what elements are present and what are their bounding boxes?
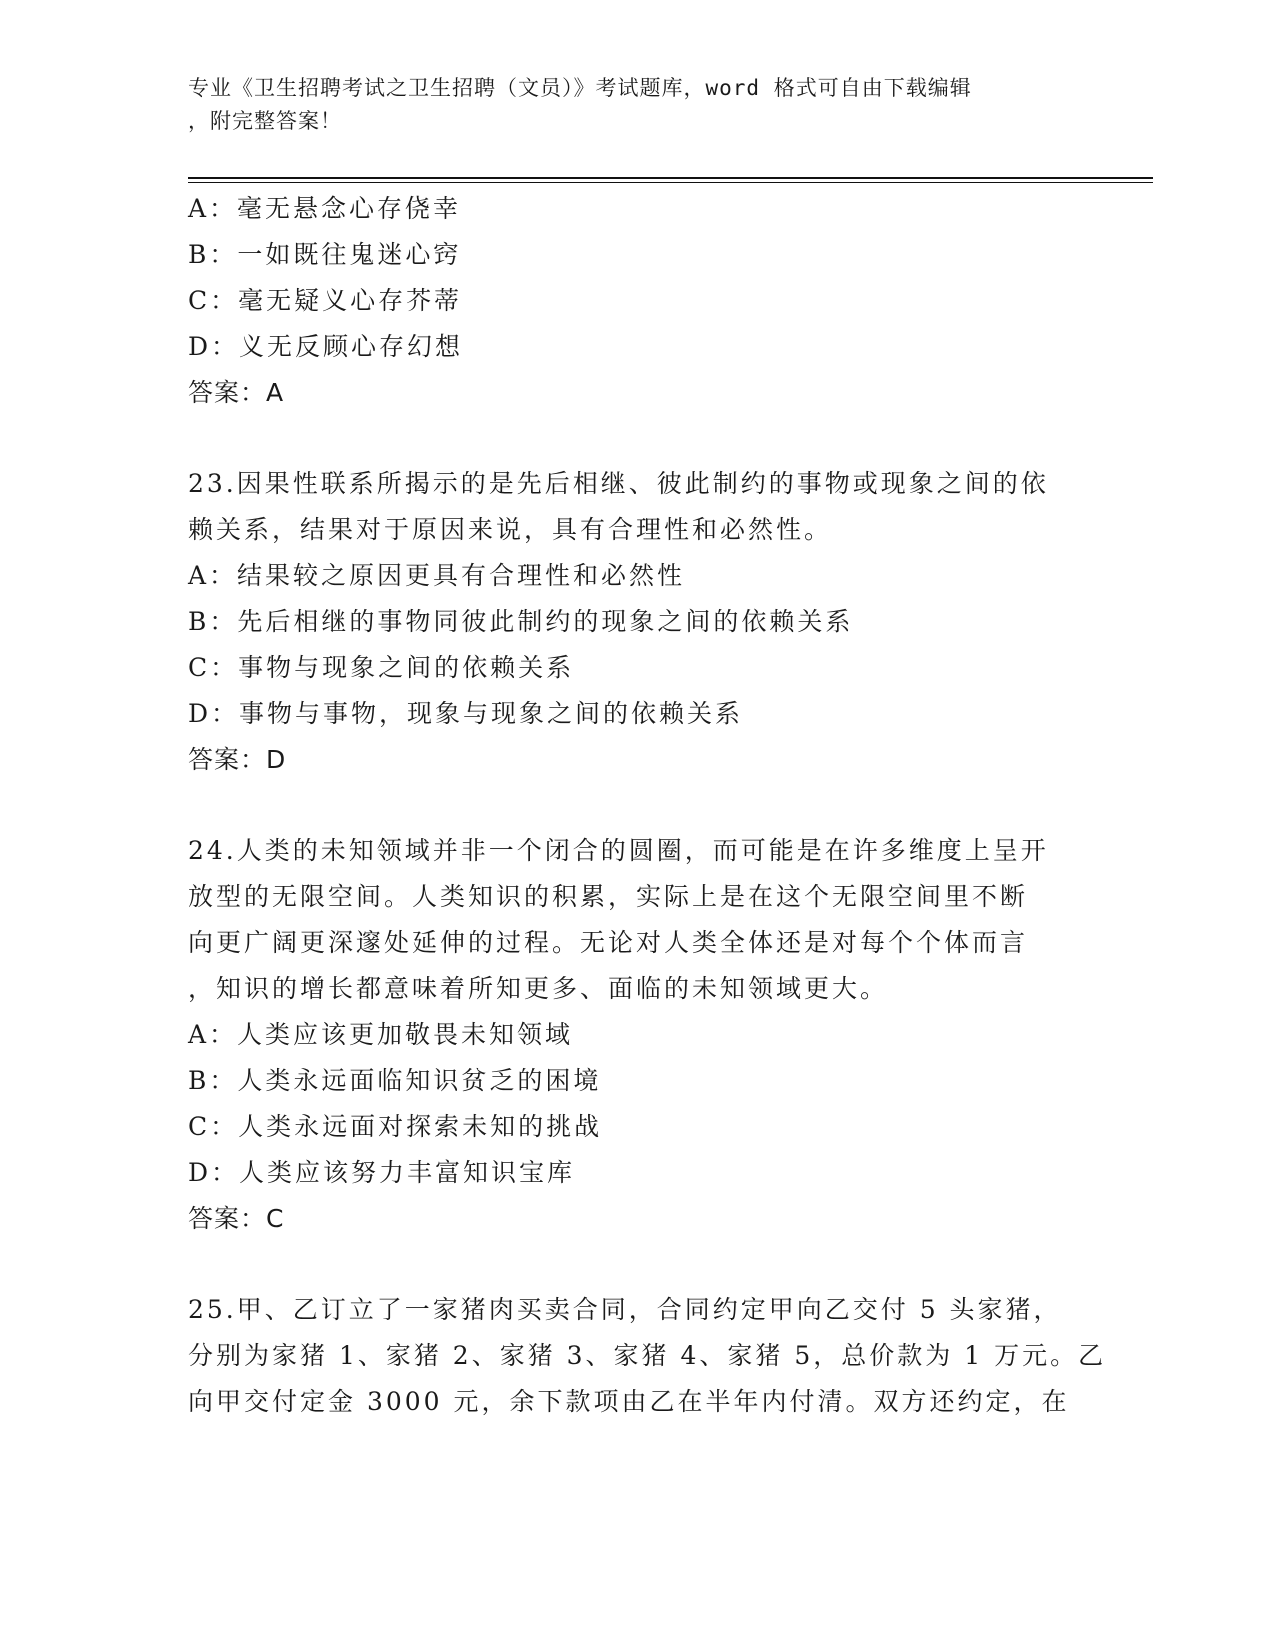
option-d: D：事物与事物，现象与现象之间的依赖关系 (188, 699, 744, 728)
question-stem-line: 放型的无限空间。人类知识的积累，实际上是在这个无限空间里不断 (188, 882, 1029, 911)
header-line-2: ，附完整答案！ (188, 109, 342, 133)
option-a: A：结果较之原因更具有合理性和必然性 (188, 561, 686, 590)
question-stem-line: 分别为家猪 1、家猪 2、家猪 3、家猪 4、家猪 5，总价款为 1 万元。乙 (188, 1341, 1107, 1370)
header-rule-thin (188, 182, 1153, 183)
question-stem-line: 25.甲、乙订立了一家猪肉买卖合同，合同约定甲向乙交付 5 头家猪， (188, 1295, 1062, 1324)
question-spacer (188, 416, 1088, 461)
option-d: D：人类应该努力丰富知识宝库 (188, 1158, 576, 1187)
question-stem-line: 向甲交付定金 3000 元，余下款项由乙在半年内付清。双方还约定，在 (188, 1387, 1070, 1416)
option-a: A：人类应该更加敬畏未知领域 (188, 1020, 574, 1049)
question-stem-line: 23.因果性联系所揭示的是先后相继、彼此制约的事物或现象之间的依 (188, 469, 1049, 498)
header-line-1: 专业《卫生招聘考试之卫生招聘（文员）》考试题库，word 格式可自由下载编辑 (188, 76, 972, 100)
question-spacer (188, 783, 1088, 828)
question-spacer (188, 1242, 1088, 1287)
document-body (188, 186, 1107, 1425)
option-b: B：一如既往鬼迷心窍 (188, 240, 462, 269)
answer-line: 答案：C (188, 1204, 285, 1233)
option-a: A：毫无悬念心存侥幸 (188, 194, 462, 223)
header-rule-thick (188, 177, 1153, 179)
option-d: D：义无反顾心存幻想 (188, 332, 464, 361)
document-header (188, 72, 1068, 138)
option-b: B：先后相继的事物同彼此制约的现象之间的依赖关系 (188, 607, 854, 636)
option-c: C：毫无疑义心存芥蒂 (188, 286, 463, 315)
option-c: C：人类永远面对探索未知的挑战 (188, 1112, 603, 1141)
question-25 (188, 1287, 1107, 1425)
question-stem-line: 24.人类的未知领域并非一个闭合的圆圈，而可能是在许多维度上呈开 (188, 836, 1049, 865)
question-22 (188, 186, 1088, 416)
answer-line: 答案：A (188, 378, 285, 407)
option-c: C：事物与现象之间的依赖关系 (188, 653, 575, 682)
question-24 (188, 828, 1088, 1242)
question-stem-line: ，知识的增长都意味着所知更多、面临的未知领域更大。 (188, 974, 889, 1003)
question-23 (188, 461, 1088, 783)
question-stem-line: 向更广阔更深邃处延伸的过程。无论对人类全体还是对每个个体而言 (188, 928, 1029, 957)
question-stem-line: 赖关系，结果对于原因来说，具有合理性和必然性。 (188, 515, 833, 544)
option-b: B：人类永远面临知识贫乏的困境 (188, 1066, 602, 1095)
answer-line: 答案：D (188, 745, 287, 774)
